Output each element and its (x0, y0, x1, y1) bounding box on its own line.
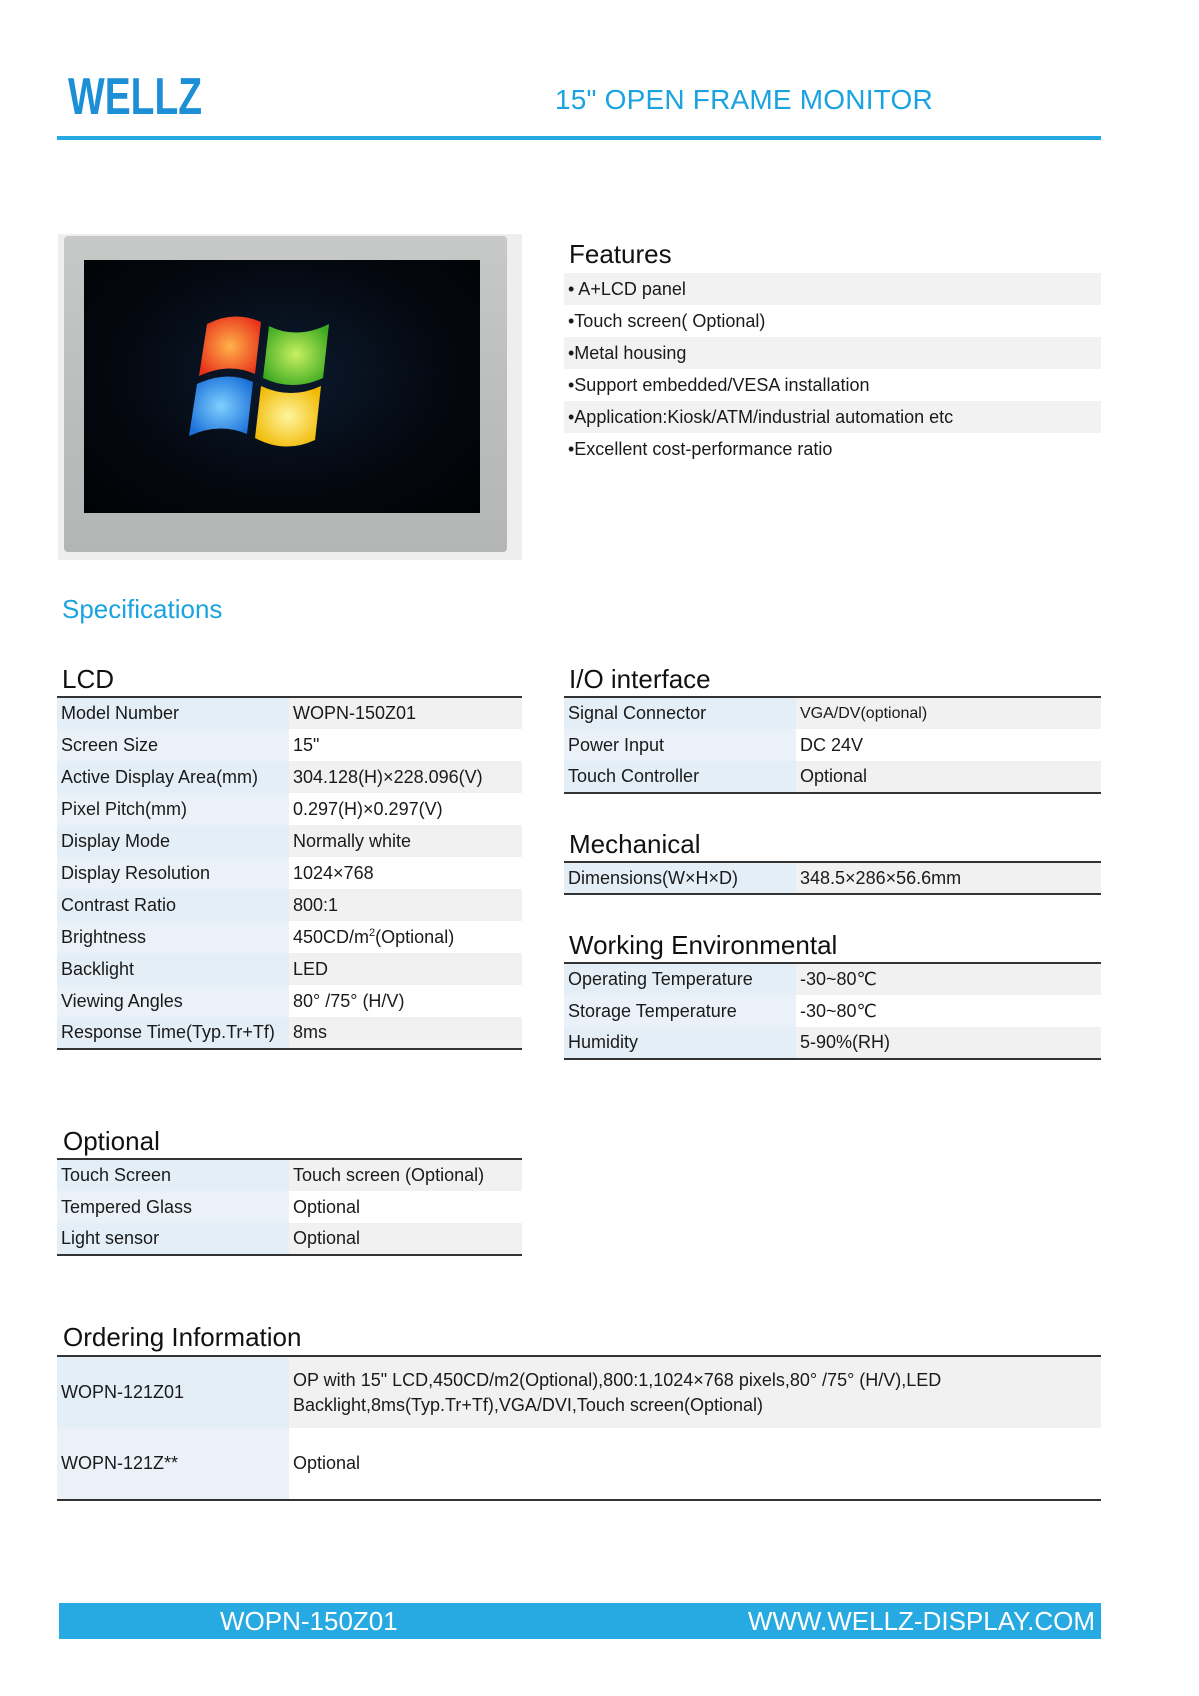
footer-website-link[interactable]: WWW.WELLZ-DISPLAY.COM (747, 1606, 1095, 1636)
document-title: 15" OPEN FRAME MONITOR (555, 84, 933, 115)
feature-item: •Excellent cost-performance ratio (568, 439, 833, 459)
table-row (564, 862, 1101, 894)
spec-value: Touch screen (Optional) (289, 1159, 522, 1191)
spec-value: Normally white (289, 825, 522, 857)
spec-value: WOPN-150Z01 (289, 697, 522, 729)
table-row (57, 1223, 522, 1255)
spec-value: VGA/DV(optional) (796, 697, 1101, 729)
spec-key: Model Number (57, 697, 289, 729)
order-description-line: Backlight,8ms(Typ.Tr+Tf),VGA/DVI,Touch screen(Optional) (293, 1394, 763, 1415)
order-description-line: OP with 15" LCD,450CD/m2(Optional),800:1,1024×768 pixels,80° /75° (H/V),LED (293, 1369, 942, 1390)
spec-value: Optional (293, 1196, 361, 1217)
order-code: WOPN-121Z01 (57, 1356, 289, 1428)
ordering-table (57, 1355, 1101, 1501)
spec-key: Active Display Area(mm) (57, 761, 289, 793)
mechanical-heading: Mechanical (569, 829, 701, 859)
windows-logo-icon (179, 300, 359, 470)
order-description: Optional (293, 1453, 361, 1473)
feature-item: •Support embedded/VESA installation (568, 375, 870, 395)
spec-key: Display Mode (57, 825, 289, 857)
spec-key: Signal Connector (564, 697, 796, 729)
table-row (57, 857, 522, 889)
table-row (57, 729, 522, 761)
feature-item: •Metal housing (564, 337, 1101, 369)
brightness-suffix: (Optional) (375, 926, 455, 947)
table-row (57, 1191, 522, 1223)
specifications-heading: Specifications (62, 594, 223, 624)
order-code: WOPN-121Z** (57, 1428, 289, 1500)
table-row (57, 1356, 1101, 1428)
table-row (564, 761, 1101, 793)
spec-key: Display Resolution (57, 857, 289, 889)
table-row (564, 963, 1101, 995)
spec-key: Screen Size (57, 729, 289, 761)
spec-key: Touch Controller (564, 761, 796, 793)
table-row (57, 1428, 1101, 1500)
optional-spec-table (57, 1158, 522, 1256)
environment-spec-table (564, 962, 1101, 1060)
wellz-logo (66, 64, 206, 124)
spec-value: 304.128(H)×228.096(V) (289, 761, 522, 793)
spec-key: Operating Temperature (564, 963, 796, 995)
spec-value: 0.297(H)×0.297(V) (293, 798, 443, 819)
table-row (57, 697, 522, 729)
spec-key: Backlight (57, 953, 289, 985)
ordering-heading: Ordering Information (63, 1322, 302, 1352)
spec-key: Humidity (564, 1027, 796, 1059)
spec-value: LED (289, 953, 522, 985)
product-image (58, 234, 522, 560)
spec-value: 348.5×286×56.6mm (796, 862, 1101, 894)
io-spec-table (564, 696, 1101, 794)
monitor-screen (84, 260, 480, 513)
monitor-bezel (64, 236, 507, 552)
lcd-heading: LCD (62, 664, 115, 694)
spec-key: Viewing Angles (57, 985, 289, 1017)
environment-heading: Working Environmental (569, 930, 838, 960)
footer-bar (59, 1603, 1101, 1639)
spec-key: Touch Screen (57, 1159, 289, 1191)
spec-value: -30~80℃ (796, 963, 1101, 995)
header-divider (57, 136, 1101, 140)
spec-value: 8ms (289, 1017, 522, 1049)
spec-value: Optional (289, 1223, 522, 1255)
spec-key: Tempered Glass (57, 1191, 289, 1223)
lcd-spec-table (57, 696, 522, 1050)
spec-key: Pixel Pitch(mm) (57, 793, 289, 825)
features-heading: Features (569, 239, 672, 269)
spec-value: 800:1 (289, 889, 522, 921)
spec-value: Optional (796, 761, 1101, 793)
spec-value: -30~80℃ (800, 1000, 877, 1021)
superscript: 2 (369, 926, 376, 939)
spec-key: Brightness (57, 921, 289, 953)
spec-key: Contrast Ratio (57, 889, 289, 921)
spec-key: Light sensor (57, 1223, 289, 1255)
table-row (57, 889, 522, 921)
feature-item: • A+LCD panel (564, 273, 1101, 305)
table-row (57, 1017, 522, 1049)
brightness-value: 450CD/m (293, 926, 370, 947)
table-row (57, 793, 522, 825)
spec-value: DC 24V (800, 734, 864, 755)
footer-model: WOPN-150Z01 (220, 1606, 398, 1636)
table-row (57, 953, 522, 985)
feature-item: •Touch screen( Optional) (568, 311, 766, 331)
optional-heading: Optional (63, 1126, 160, 1156)
table-row (57, 985, 522, 1017)
table-row (57, 1159, 522, 1191)
feature-item: •Application:Kiosk/ATM/industrial automation etc (564, 401, 1101, 433)
spec-value: 1024×768 (293, 862, 374, 883)
order-description (289, 1356, 1101, 1428)
spec-value (289, 921, 522, 953)
spec-value: 80° /75° (H/V) (293, 990, 405, 1011)
spec-key: Storage Temperature (564, 995, 796, 1027)
spec-key: Dimensions(W×H×D) (564, 862, 796, 894)
spec-value: 15" (293, 734, 320, 755)
features-list (564, 273, 1101, 465)
table-row (57, 921, 522, 953)
table-row (564, 995, 1101, 1027)
table-row (564, 1027, 1101, 1059)
table-row (564, 697, 1101, 729)
mechanical-spec-table (564, 861, 1101, 895)
table-row (57, 761, 522, 793)
io-heading: I/O interface (569, 664, 711, 694)
svg-text:WELLZ: WELLZ (68, 68, 202, 126)
spec-key: Power Input (564, 729, 796, 761)
table-row (564, 729, 1101, 761)
spec-value: 5-90%(RH) (796, 1027, 1101, 1059)
table-row (57, 825, 522, 857)
spec-key: Response Time(Typ.Tr+Tf) (57, 1017, 289, 1049)
